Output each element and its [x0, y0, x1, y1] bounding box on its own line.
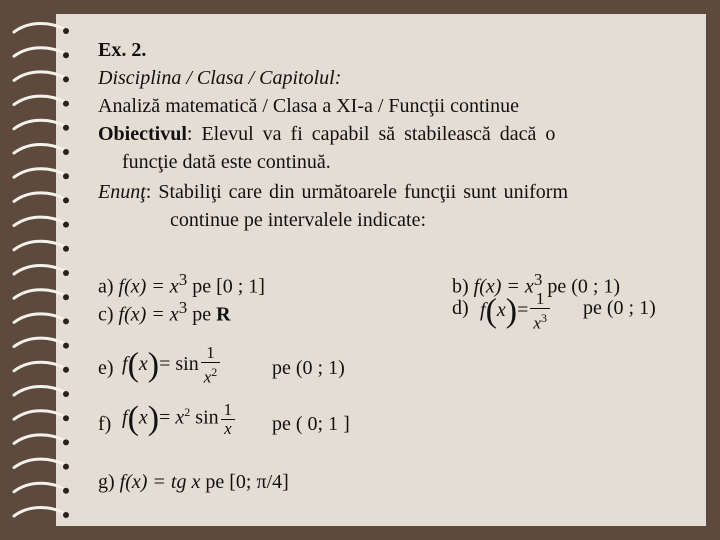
item-c-exp: 3	[178, 298, 188, 317]
item-d-label: d)	[452, 297, 469, 319]
item-b-expr: f(x) = x	[473, 275, 534, 298]
spiral-binding-icon	[0, 14, 80, 526]
item-a-expr: f(x) = x	[118, 275, 179, 298]
item-f-fraction: $\frac{1}{x}$	[221, 401, 236, 438]
item-g-expr: f(x) = tg	[119, 471, 187, 493]
objective-line	[98, 122, 555, 146]
item-f-label: f)	[98, 413, 112, 435]
discipline-label: Disciplina / Clasa / Capitolul:	[98, 67, 342, 89]
item-g	[98, 470, 289, 494]
discipline-value: Analiză matematică / Clasa a XI-a / Funcţii continue	[98, 95, 519, 117]
enunt-label: Enunţ	[98, 181, 146, 203]
item-b-exp: 3	[533, 270, 543, 289]
item-c-expr: f(x) = x	[118, 303, 179, 326]
item-g-label: g)	[98, 471, 115, 493]
enunt-text: : Stabiliţi care din următoarele funcţii sunt uniform	[145, 181, 569, 203]
item-b-label: b)	[452, 275, 469, 298]
item-e-interval: pe (0 ; 1)	[272, 357, 345, 379]
enunt-line	[98, 180, 568, 204]
item-g-var: x	[191, 471, 201, 493]
enunt-text-2: continue pe intervalele indicate:	[170, 209, 426, 231]
item-b-interval: pe (0 ; 1)	[542, 275, 621, 298]
item-a	[98, 268, 265, 299]
item-c	[98, 296, 231, 327]
item-c-pe: pe	[187, 303, 217, 326]
item-a-exp: 3	[178, 270, 188, 289]
item-d-interval: pe (0 ; 1)	[583, 297, 656, 319]
item-c-label: c)	[98, 303, 114, 326]
item-e-fraction: $\frac{1}{x^2}$	[201, 344, 221, 387]
objective-text: : Elevul va fi capabil să stabilească dacă o	[186, 123, 556, 145]
item-e-label: e)	[98, 357, 114, 379]
item-f-interval: pe ( 0; 1 ]	[272, 413, 350, 435]
item-d-f: f	[480, 298, 486, 321]
item-g-interval: pe [0; π/4]	[200, 471, 289, 493]
item-a-interval: pe [0 ; 1]	[187, 275, 265, 298]
item-d-formula: f(x)= $\frac{1}{x^3}$	[480, 290, 552, 333]
item-e-formula: f(x)= sin $\frac{1}{x^2}$	[122, 344, 222, 387]
objective-text-2: funcţie dată este continuă.	[122, 151, 331, 173]
item-a-label: a)	[98, 275, 114, 298]
item-d-fraction: $\frac{1}{x^3}$	[530, 290, 550, 333]
item-c-set: R	[216, 303, 231, 326]
item-f-formula: $f(x)= x^2$ sin $\frac{1}{x}$	[122, 400, 237, 438]
objective-label: Obiectivul	[98, 123, 187, 145]
item-d-x: x	[496, 298, 506, 321]
item-d-eq: =	[517, 298, 529, 321]
exercise-number: Ex. 2.	[98, 39, 147, 61]
